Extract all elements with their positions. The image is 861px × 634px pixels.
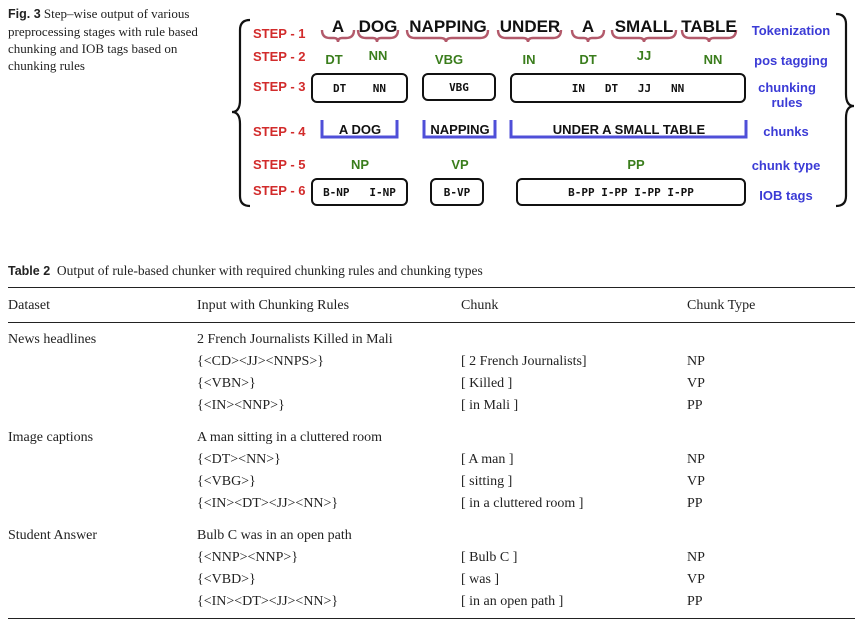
table-bottom-rule: [8, 618, 855, 619]
stage-label: Tokenization: [751, 23, 831, 38]
chunk-text: [ Bulb C ]: [461, 550, 518, 565]
step-label: STEP - 6: [253, 183, 306, 198]
token: TABLE: [681, 17, 737, 36]
pos-tag: IN: [522, 52, 536, 67]
input-sentence: A man sitting in a cluttered room: [197, 430, 383, 445]
figure-caption-label: Fig. 3: [8, 7, 41, 21]
chunking-rule-box: IN DT JJ NN: [510, 73, 746, 103]
chunk-type-cell: PP: [687, 594, 703, 609]
chunk-rule: {<VBG>}: [197, 474, 256, 489]
dataset-name: Image captions: [8, 430, 94, 445]
chunk-type-cell: NP: [687, 550, 705, 565]
table-header-rule: [8, 322, 855, 323]
chunk-type-cell: PP: [687, 398, 703, 413]
chunk-rule: {<DT><NN>}: [197, 452, 281, 467]
table-caption-label: Table 2: [8, 264, 51, 278]
iob-tag-box: B-VP: [430, 178, 484, 206]
token: SMALL: [614, 17, 674, 36]
chunk-type-cell: NP: [687, 354, 705, 369]
token: NAPPING: [409, 17, 487, 36]
chunk-rule: {<CD><JJ><NNPS>}: [197, 354, 324, 369]
step-label: STEP - 1: [253, 26, 306, 41]
pos-tag: DT: [325, 52, 343, 67]
table-top-rule: [8, 287, 855, 288]
chunk-type-cell: NP: [687, 452, 705, 467]
dataset-name: News headlines: [8, 332, 97, 347]
input-sentence: Bulb C was in an open path: [197, 528, 352, 543]
figure-caption-text: Step–wise output of various preprocessing stages with rule based chunking and IOB tags based on chunking rules: [8, 6, 198, 73]
chunk-rule: {<IN><NNP>}: [197, 398, 285, 413]
chunk-type: NP: [350, 157, 370, 172]
input-sentence: 2 French Journalists Killed in Mali: [197, 332, 393, 347]
chunk-text: [ in an open path ]: [461, 594, 564, 609]
step-label: STEP - 2: [253, 49, 306, 64]
chunk-type: VP: [451, 157, 469, 172]
stage-label: pos tagging: [754, 53, 828, 68]
column-header: Dataset: [8, 298, 50, 313]
token: A: [331, 17, 345, 36]
chunk-text: [ sitting ]: [461, 474, 513, 489]
chunk-rule: {<VBD>}: [197, 572, 256, 587]
step-label: STEP - 5: [253, 157, 306, 172]
pos-tag: JJ: [636, 48, 652, 63]
chunk-type-cell: VP: [687, 572, 705, 587]
token: UNDER: [499, 17, 561, 36]
chunk-text: [ A man ]: [461, 452, 514, 467]
token: A: [581, 17, 595, 36]
chunk-rule: {<VBN>}: [197, 376, 256, 391]
right-outer-brace: [836, 14, 854, 206]
chunk-text: [ in a cluttered room ]: [461, 496, 584, 511]
chunking-rule-box: VBG: [422, 73, 496, 101]
chunk: A DOG: [338, 122, 382, 137]
column-header: Input with Chunking Rules: [197, 298, 350, 313]
pos-tag: DT: [579, 52, 597, 67]
pos-tag: NN: [368, 48, 388, 63]
step-label: STEP - 4: [253, 124, 306, 139]
iob-tag-box: B-PP I-PP I-PP I-PP: [516, 178, 746, 206]
chunk: NAPPING: [430, 122, 490, 137]
step-label: STEP - 3: [253, 79, 306, 94]
chunk-text: [ 2 French Journalists]: [461, 354, 587, 369]
chunk-type: PP: [627, 157, 645, 172]
stage-label: chunk type: [751, 158, 821, 173]
chunk-type-cell: VP: [687, 376, 705, 391]
chunk-rule: {<IN><DT><JJ><NN>}: [197, 594, 339, 609]
stage-label: chunks: [763, 124, 809, 139]
chunk-text: [ Killed ]: [461, 376, 513, 391]
table-caption: [8, 263, 483, 279]
table-caption-text: Output of rule-based chunker with required chunking rules and chunking types: [56, 263, 483, 278]
chunk-rule: {<IN><DT><JJ><NN>}: [197, 496, 339, 511]
column-header: Chunk: [461, 298, 499, 313]
pos-tag: VBG: [434, 52, 464, 67]
chunk-rule: {<NNP><NNP>}: [197, 550, 299, 565]
chunk-text: [ in Mali ]: [461, 398, 519, 413]
column-header: Chunk Type: [687, 298, 756, 313]
chunk-type-cell: PP: [687, 496, 703, 511]
stage-label: chunking rules: [758, 80, 816, 110]
chunking-rule-box: DT NN: [311, 73, 408, 103]
stage-label: IOB tags: [759, 188, 813, 203]
left-outer-brace: [232, 20, 250, 206]
chunk-type-cell: VP: [687, 474, 705, 489]
iob-tag-box: B-NP I-NP: [311, 178, 408, 206]
chunk: UNDER A SMALL TABLE: [552, 122, 706, 137]
pos-tag: NN: [703, 52, 723, 67]
token: DOG: [358, 17, 398, 36]
chunk-text: [ was ]: [461, 572, 500, 587]
dataset-name: Student Answer: [8, 528, 98, 543]
